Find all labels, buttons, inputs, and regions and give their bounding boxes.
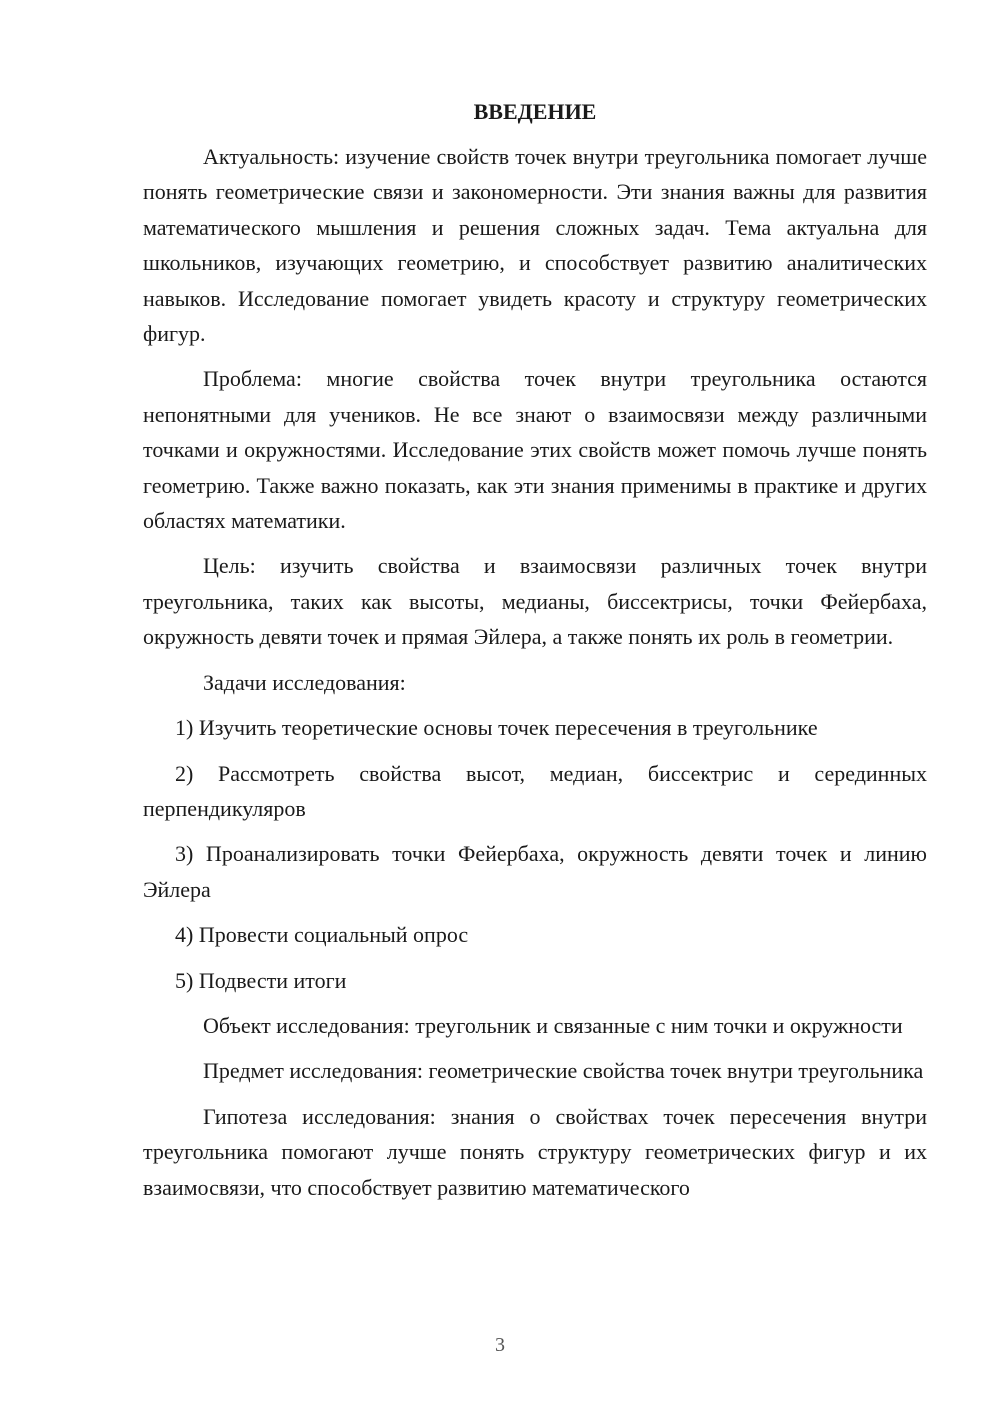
goal-paragraph: Цель: изучить свойства и взаимосвязи различных точек внутри треугольника, таких как высоты, медианы, биссектрисы, точки Фейербаха, окружность девяти точек и прямая Эйлера, а также понять их роль в геометрии. xyxy=(143,553,927,650)
page-content xyxy=(143,94,927,1215)
task-item: 3) Проанализировать точки Фейербаха, окружность девяти точек и линию Эйлера xyxy=(143,841,927,902)
task-item: 2) Рассмотреть свойства высот, медиан, биссектрис и серединных перпендикуляров xyxy=(143,760,927,821)
hypothesis-paragraph: Гипотеза исследования: знания о свойствах точек пересечения внутри треугольника помогают лучше понять структуру геометрических фигур и их взаимосвязи, что способствует развитию математического xyxy=(143,1103,927,1200)
task-item: 1) Изучить теоретические основы точек пересечения в треугольнике xyxy=(175,715,818,741)
object-paragraph: Объект исследования: треугольник и связанные с ним точки и окружности xyxy=(203,1012,903,1038)
problem-paragraph: Проблема: многие свойства точек внутри треугольника остаются непонятными для учеников. Не все знают о взаимосвязи между различными точками и окружностями. Исследование этих свойств может помочь лучше понять геометрию. Также важно показать, как эти знания применимы в практике и других областях математики. xyxy=(143,366,927,534)
subject-paragraph: Предмет исследования: геометрические свойства точек внутри треугольника xyxy=(203,1058,924,1084)
task-item: 5) Подвести итоги xyxy=(175,967,347,993)
page-number: 3 xyxy=(495,1334,505,1356)
tasks-heading: Задачи исследования: xyxy=(203,669,406,695)
task-item: 4) Провести социальный опрос xyxy=(175,922,469,948)
relevance-paragraph: Актуальность: изучение свойств точек внутри треугольника помогает лучше понять геометрические связи и закономерности. Эти знания важны для развития математического мышления и решения сложных задач. Тема актуальна для школьников, изучающих геометрию, и способствует развитию аналитических навыков. Исследование помогает увидеть красоту и структуру геометрических фигур. xyxy=(143,144,927,347)
section-title: ВВЕДЕНИЕ xyxy=(473,99,597,124)
